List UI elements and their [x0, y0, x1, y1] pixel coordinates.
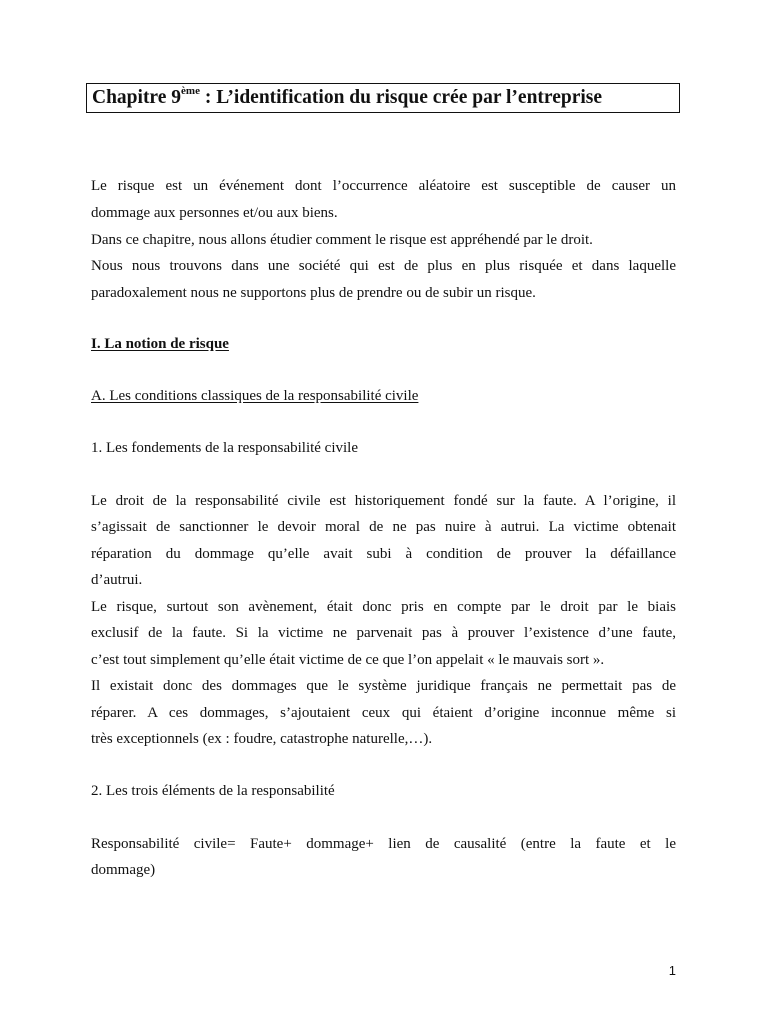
- subsection-heading: A. Les conditions classiques de la responsabilité civile: [91, 388, 419, 404]
- point-1-line-1: Le droit de la responsabilité civile est historiquement fondé sur la faute. A l’origine, il: [91, 493, 676, 509]
- point-1-line-6: exclusif de la faute. Si la victime ne parvenait pas à prouver l’existence d’une faute,: [91, 625, 676, 641]
- page-number: 1: [668, 963, 676, 978]
- point-1-line-10: très exceptionnels (ex : foudre, catastrophe naturelle,…).: [91, 731, 433, 747]
- point-1-line-4: d’autrui.: [91, 572, 143, 588]
- chapter-title-prefix: Chapitre 9: [92, 87, 182, 108]
- point-1-line-8: Il existait donc des dommages que le système juridique français ne permettait pas de: [91, 678, 676, 694]
- intro-line-5: paradoxalement nous ne supportons plus de prendre ou de subir un risque.: [91, 285, 536, 301]
- point-1-line-2: s’agissait de sanctionner le devoir moral de ne pas nuire à autrui. La victime obtenait: [91, 519, 676, 535]
- point-2-line-2: dommage): [91, 862, 156, 878]
- point-1-line-7: c’est tout simplement qu’elle était victime de ce que l’on appelait « le mauvais sort ».: [91, 652, 605, 668]
- point-2-heading: 2. Les trois éléments de la responsabilité: [91, 783, 335, 799]
- point-1-heading: 1. Les fondements de la responsabilité civile: [91, 440, 359, 456]
- point-1-line-3: réparation du dommage qu’elle avait subi à condition de prouver la défaillance: [91, 546, 676, 562]
- section-heading-wrap: [91, 331, 676, 358]
- chapter-title-superscript: ème: [181, 84, 200, 97]
- intro-line-3: Dans ce chapitre, nous allons étudier comment le risque est appréhendé par le droit.: [91, 232, 593, 248]
- chapter-title-suffix: : L’identification du risque crée par l’entreprise: [199, 87, 603, 108]
- point-1-line-5: Le risque, surtout son avènement, était donc pris en compte par le droit par le biais: [91, 599, 676, 615]
- intro-line-2: dommage aux personnes et/ou aux biens.: [91, 205, 338, 221]
- subsection-heading-wrap: [91, 383, 676, 410]
- chapter-title: [86, 83, 680, 113]
- intro-line-1: Le risque est un événement dont l’occurrence aléatoire est susceptible de causer un: [91, 178, 676, 194]
- point-1-line-9: réparer. A ces dommages, s’ajoutaient ceux qui étaient d’origine inconnue même si: [91, 705, 676, 721]
- point-2-line-1: Responsabilité civile= Faute+ dommage+ lien de causalité (entre la faute et le: [91, 836, 676, 852]
- section-heading: I. La notion de risque: [91, 336, 229, 352]
- intro-line-4: Nous nous trouvons dans une société qui est de plus en plus risquée et dans laquelle: [91, 258, 676, 274]
